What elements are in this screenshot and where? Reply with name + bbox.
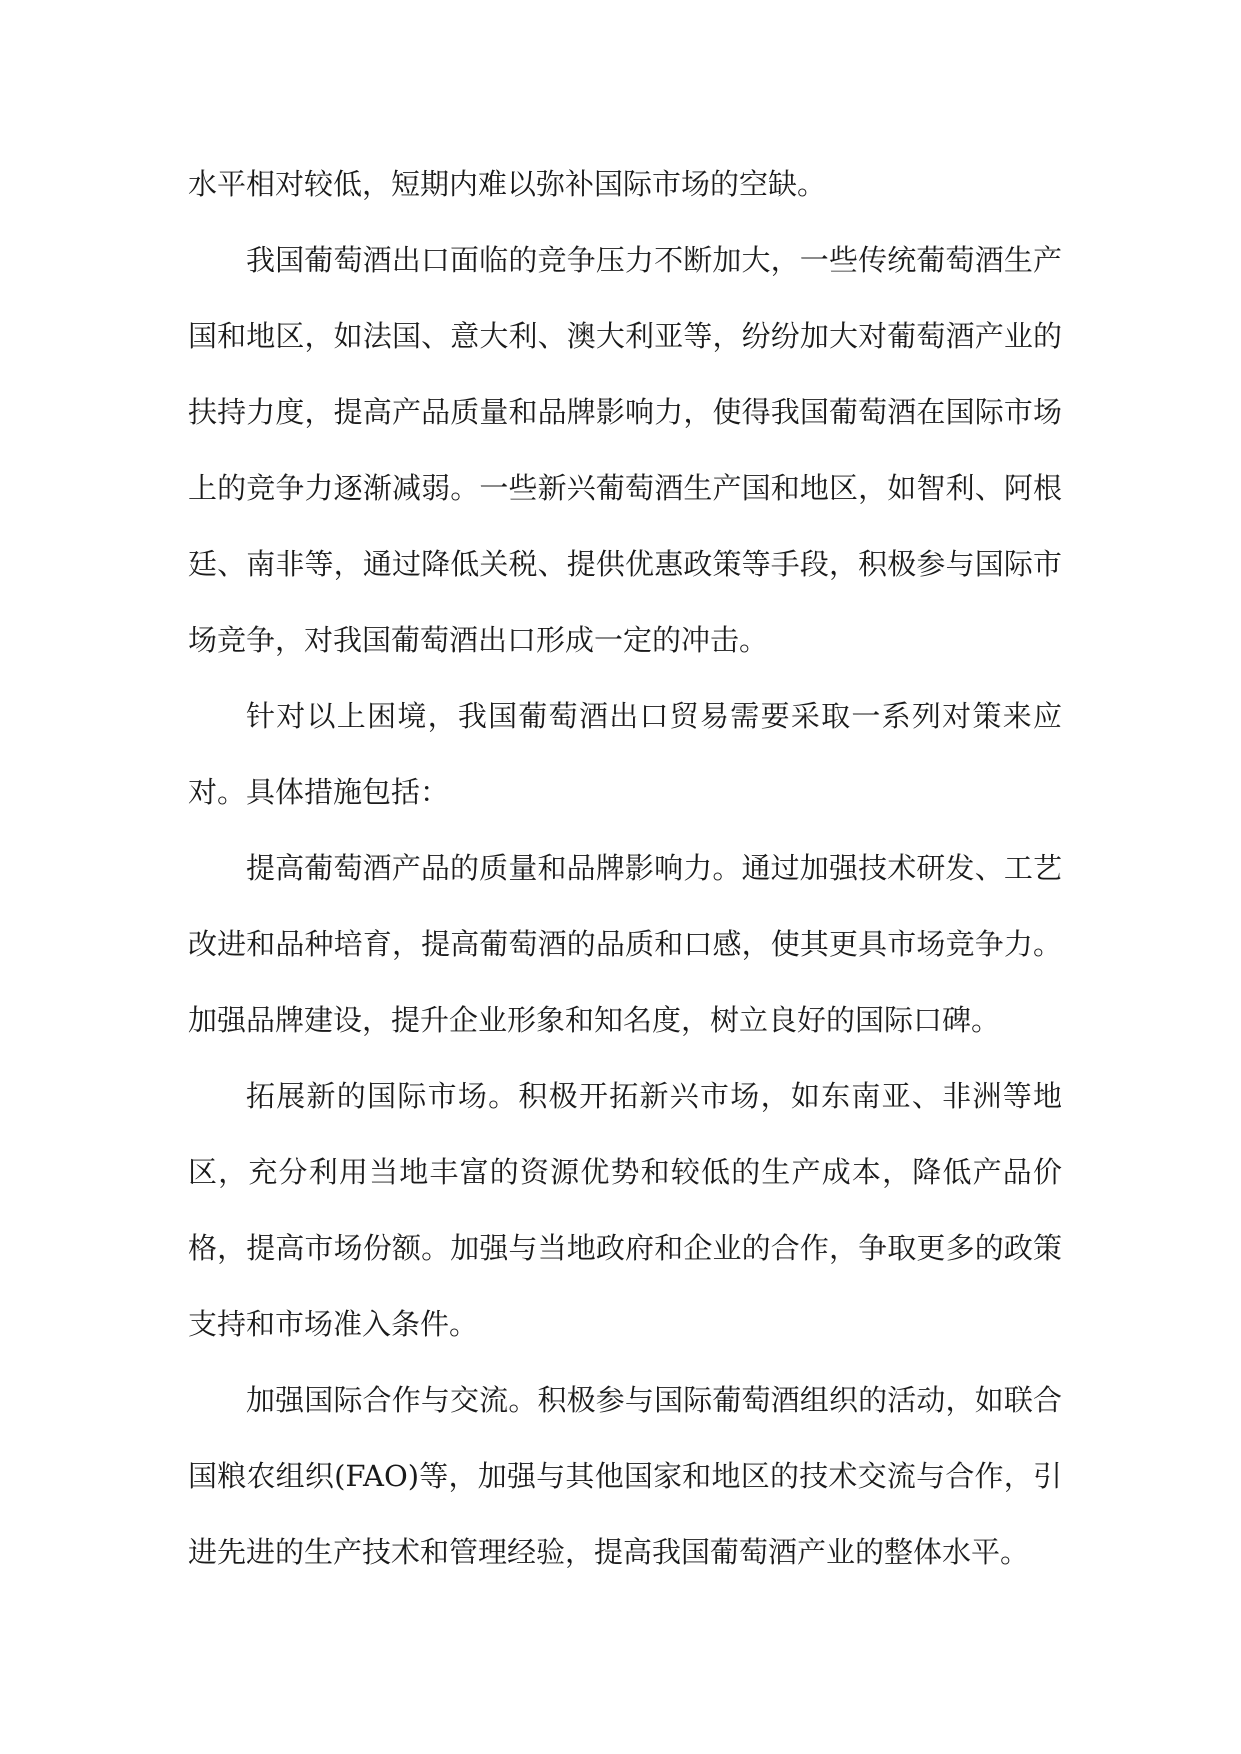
- paragraph-countermeasures-intro: 针对以上困境，我国葡萄酒出口贸易需要采取一系列对策来应对。具体措施包括：: [188, 699, 1062, 809]
- paragraph-competition-pressure: 我国葡萄酒出口面临的竞争压力不断加大，一些传统葡萄酒生产国和地区，如法国、意大利、澳大利亚等，纷纷加大对葡萄酒产业的扶持力度，提高产品质量和品牌影响力，使得我国葡萄酒在国际市场上的竞争力逐渐减弱。一些新兴葡萄酒生产国和地区，如智利、阿根廷、南非等，通过降低关税、提供优惠政策等手段，积极参与国际市场竞争，对我国葡萄酒出口形成一定的冲击。: [188, 243, 1062, 657]
- body-text: [188, 146, 1062, 1590]
- paragraph-international-cooperation: 加强国际合作与交流。积极参与国际葡萄酒组织的活动，如联合国粮农组织(FAO)等，加强与其他国家和地区的技术交流与合作，引进先进的生产技术和管理经验，提高我国葡萄酒产业的整体水平。: [188, 1383, 1062, 1569]
- paragraph-quality-brand: 提高葡萄酒产品的质量和品牌影响力。通过加强技术研发、工艺改进和品种培育，提高葡萄酒的品质和口感，使其更具市场竞争力。加强品牌建设，提升企业形象和知名度，树立良好的国际口碑。: [188, 851, 1062, 1037]
- paragraph-new-markets: 拓展新的国际市场。积极开拓新兴市场，如东南亚、非洲等地区，充分利用当地丰富的资源优势和较低的生产成本，降低产品价格，提高市场份额。加强与当地政府和企业的合作，争取更多的政策支持和市场准入条件。: [188, 1079, 1062, 1341]
- paragraph-continuation: 水平相对较低，短期内难以弥补国际市场的空缺。: [188, 167, 827, 201]
